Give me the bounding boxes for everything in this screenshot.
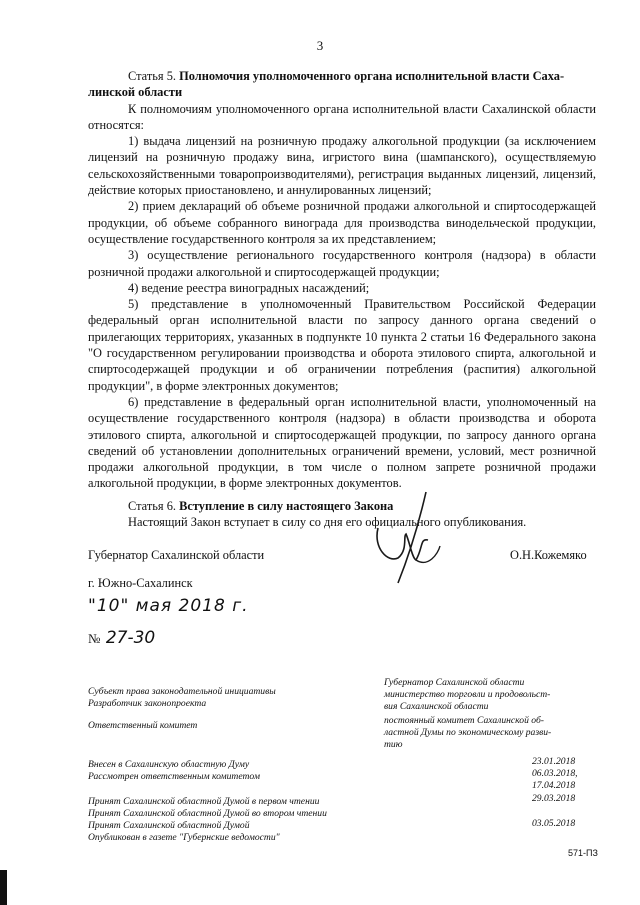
article-5-item-4: 4) ведение реестра виноградных насаждений; [128,280,370,295]
article-5-label: Статья 5. [128,69,177,83]
law-body [88,68,596,530]
article-6-heading [88,498,596,514]
meta-first-reading-label: Принят Сахалинской областной Думой в первом чтении [88,796,320,807]
article-5-title-cont [88,84,596,100]
meta-initiative-value: Губернатор Сахалинской области [384,677,525,688]
article-5-item-2: 2) прием деклараций об объеме розничной продажи алкогольной и спиртосодержащей продукции, об объеме собранного винограда для производства винодельческой продукции, осуществление государственного контроля за их представлением; [88,199,596,246]
article-6-title: Вступление в силу настоящего Закона [179,498,394,513]
article-5-intro: К полномочиям уполномоченного органа исполнительной власти Сахалинской области относятся: [88,101,596,132]
article-6-label: Статья 6. [128,498,177,513]
meta-first-reading-date: 29.03.2018 [532,793,576,804]
article-5-item-6: 6) представление в федеральный орган исполнительной власти, уполномоченный на осуществление государственного контроля (надзора) в области производства и оборота этилового спирта, алкогольной и спиртосодержащей продукции, по запросу данного органа сведений об установлении дополнительных ограничений времени, условий, мест розничной продажи алкогольной продукции, в том числе о полном запрете розничной продажи алкогольной продукции, в форме электронных документов. [88,394,596,491]
article-5-heading [88,68,596,84]
governor-title: Губернатор Сахалинской области [88,548,265,562]
city: г. Южно-Сахалинск [88,576,193,590]
governor-name: О.Н.Кожемяко [510,548,587,562]
law-number: 27-30 [105,628,156,648]
meta-reviewed-date-1: 06.03.2018, [532,768,578,779]
document-code: 571-ПЗ [568,848,598,858]
meta-developer-value-1: министерство торговли и продовольст- [384,689,551,700]
meta-submitted-date: 23.01.2018 [532,756,576,767]
meta-adopted-label: Принят Сахалинской областной Думой [88,820,250,831]
meta-committee-label: Ответственный комитет [88,720,198,731]
handwritten-number [88,628,155,648]
governor-signature [368,488,478,598]
meta-committee-value-3: тию [384,739,403,750]
article-5-title-line1: Полномочия уполномоченного органа исполнительной власти Саха- [179,69,565,83]
meta-developer-value-2: вия Сахалинской области [384,701,489,712]
meta-second-reading-label: Принят Сахалинской областной Думой во втором чтении [88,808,327,819]
meta-submitted-label: Внесен в Сахалинскую областную Думу [88,759,250,770]
meta-initiative-label: Субъект права законодательной инициативы [88,686,276,697]
meta-committee-value-1: постоянный комитет Сахалинской об- [384,715,544,726]
meta-published-label: Опубликован в газете "Губернские ведомости" [88,832,280,843]
number-sign: № [88,631,101,646]
article-5-item-5: 5) представление в уполномоченный Правительством Российской Федерации федеральный орган исполнительной власти по запросу данного органа сведений о прилегающих территориях, указанных в подпункте 10 пункта 2 статьи 16 Федерального закона "О государственном регулировании производства и оборота этилового спирта, алкогольной и спиртосодержащей продукции и об ограничении потребления (распития) алкогольной продукции", в форме электронных документов; [88,297,596,393]
article-5-item-3: 3) осуществление регионального государственного контроля (надзора) в области розничной продажи алкогольной и спиртосодержащей продукции; [88,248,596,279]
article-5-title-line2: линской области [88,85,183,100]
article-6-text: Настоящий Закон вступает в силу со дня его официального опубликования. [128,515,527,530]
handwritten-date: "10" мая 2018 г. [88,596,249,616]
article-5-item-1: 1) выдача лицензий на розничную продажу алкогольной продукции (за исключением лицензий на розничную продажу вина, игристого вина (шампанского), осуществляемую сельскохозяйственными товаропроизводителями), регистрация выданных лицензий, лицензий, действие которых приостановлено, и аннулированных лицензий; [88,134,596,198]
meta-developer-label: Разработчик законопроекта [88,698,207,709]
meta-reviewed-date-2: 17.04.2018 [532,780,576,791]
meta-reviewed-label: Рассмотрен ответственным комитетом [88,771,260,782]
scan-margin-mark [0,870,7,905]
meta-committee-value-2: ластной Думы по экономическому разви- [384,727,552,738]
page-number: 3 [316,38,324,53]
meta-adopted-date: 03.05.2018 [532,818,576,829]
